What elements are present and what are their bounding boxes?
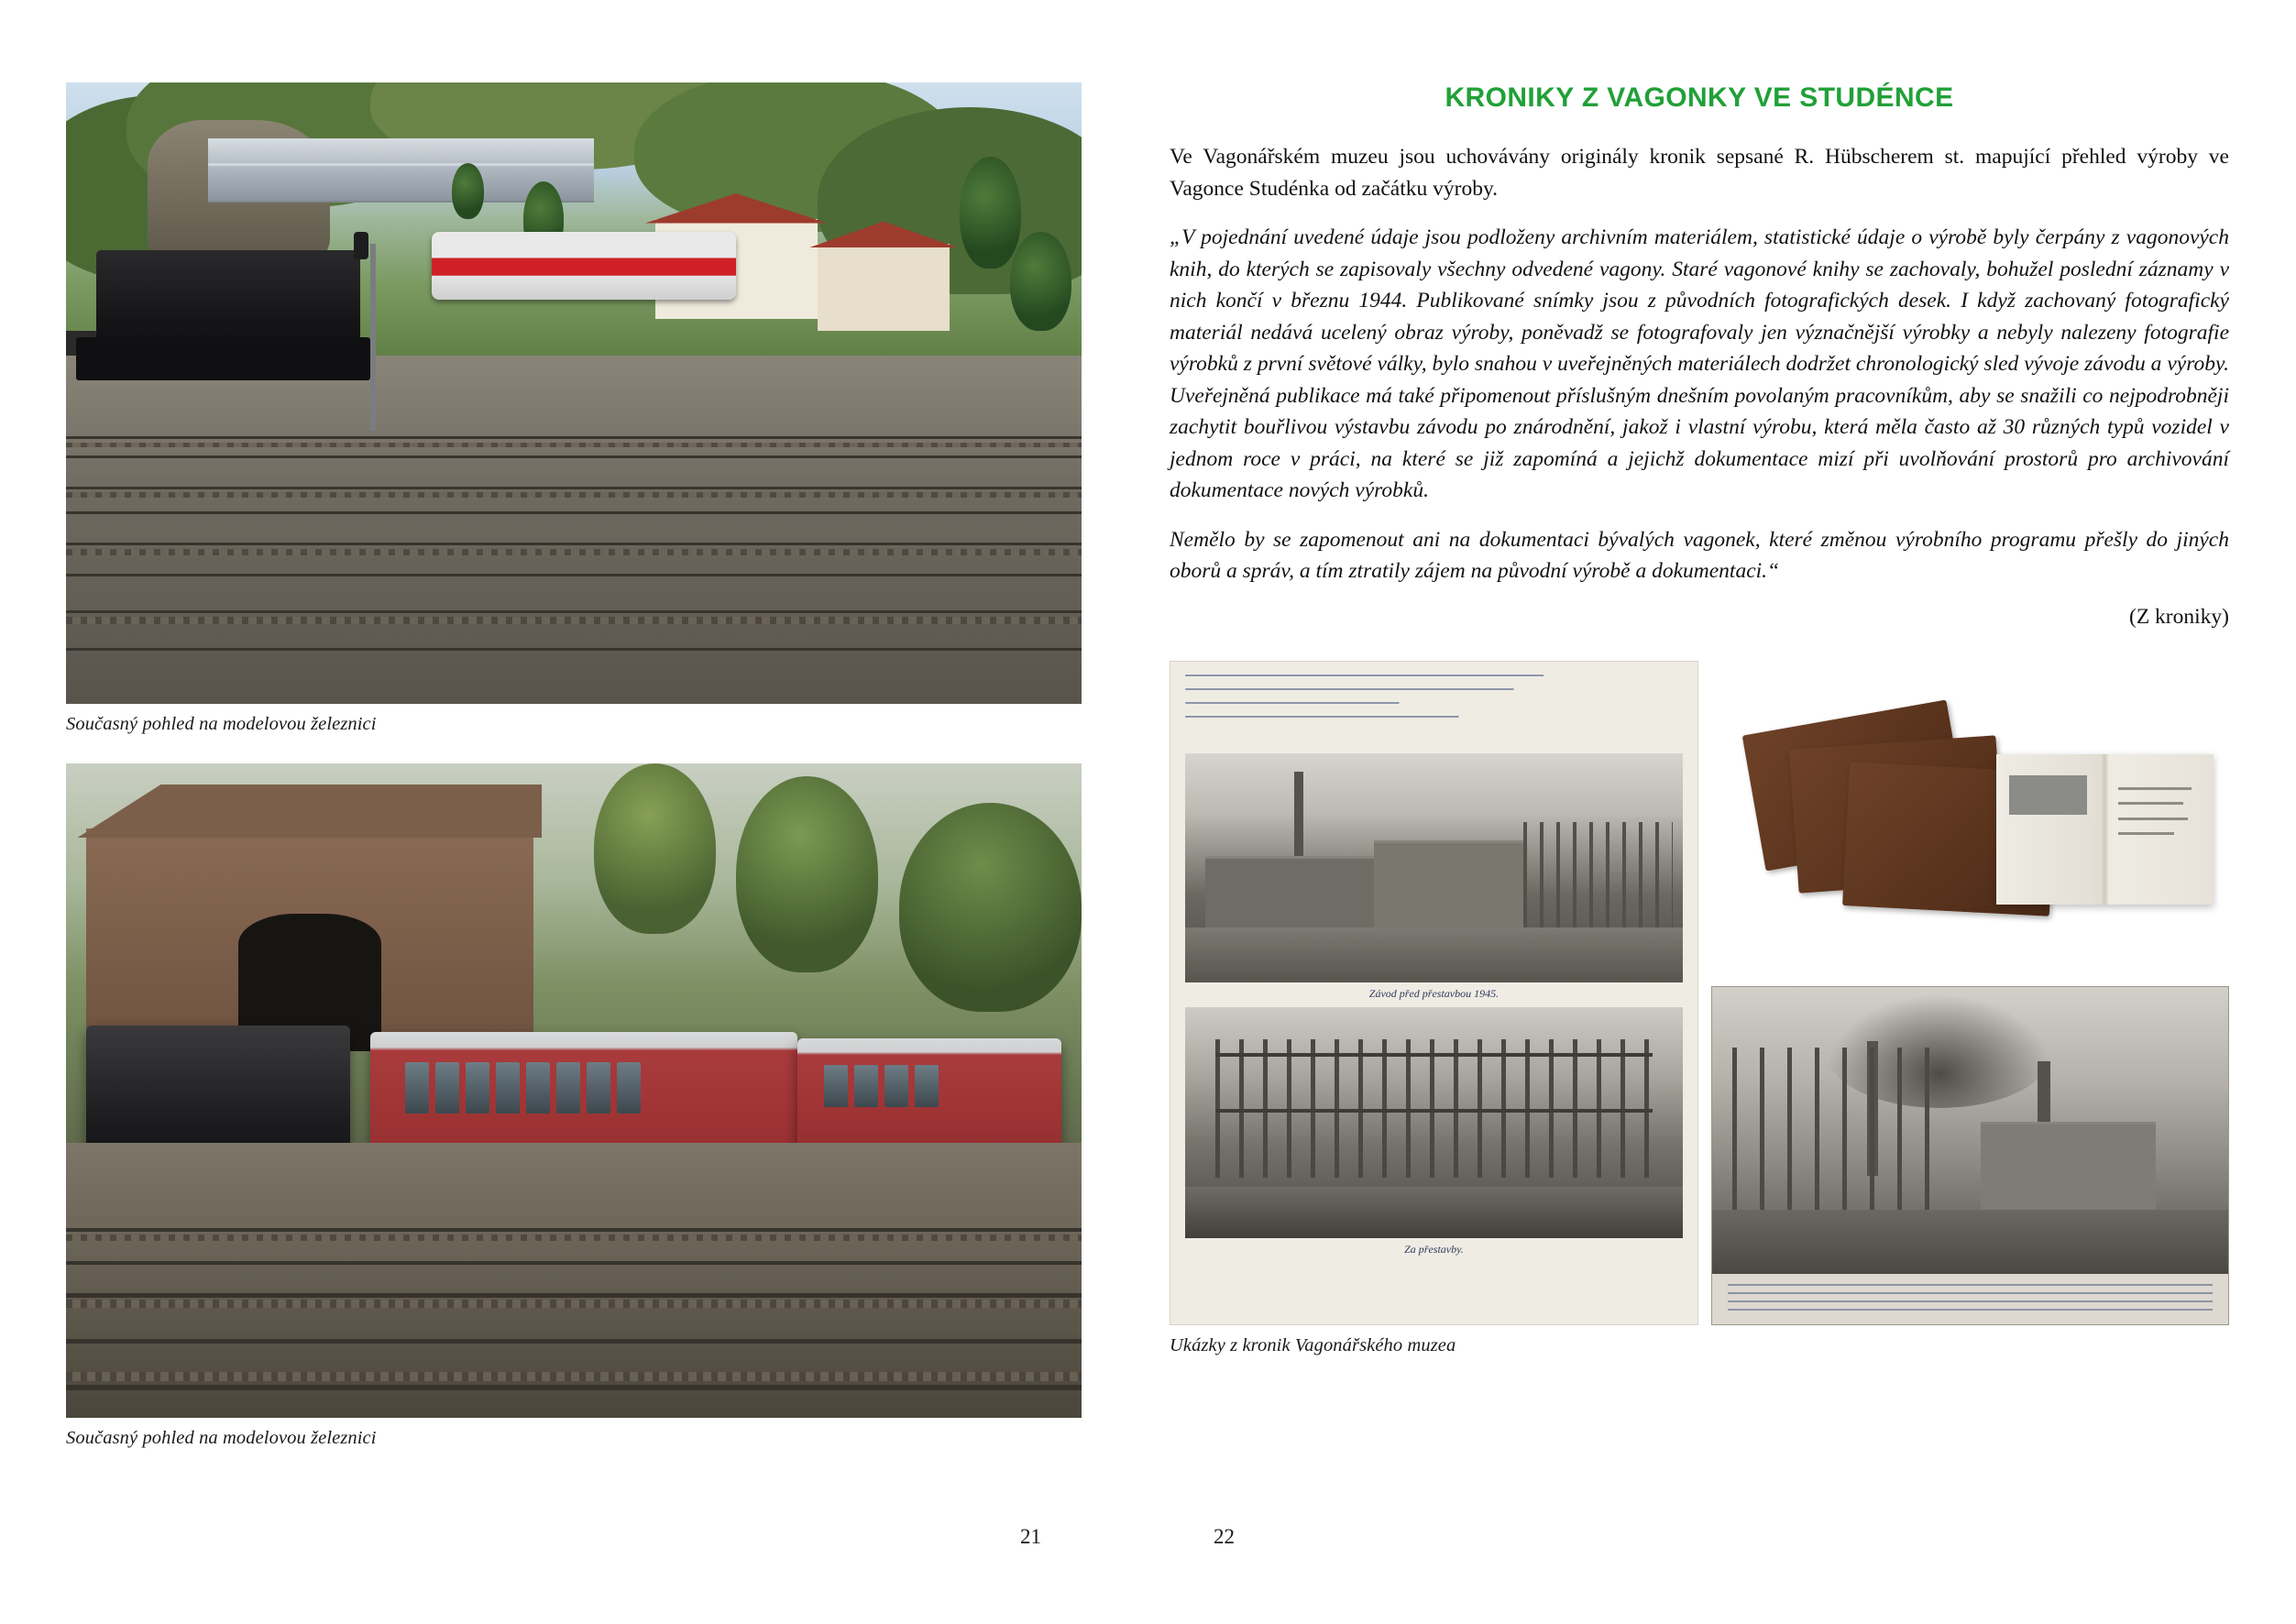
bw-photo-caption-2: Za přestavby.: [1404, 1242, 1464, 1256]
open-chronicle-book: [1996, 754, 2214, 905]
photo-model-railway-closeup: [66, 763, 1082, 1418]
photo-model-railway-overview: [66, 82, 1082, 704]
paragraph-quote-closing: Nemělo by se zapomenout ani na dokumentaci bývalých vagonek, které změnou výrobního programu přešly do jiných oborů a správ, a tím ztratily zájem na původní výrobě a dokumentaci.“: [1170, 527, 2229, 584]
chronicle-page: [1170, 661, 1698, 1325]
paragraph-quote-main: „V pojednání uvedené údaje jsou podloženy archivním materiálem, statistické údaje o výrobě byly čerpány z vagonových knih, do kterých se zapisovaly všechny odvedené vagony. Staré vagonové knihy se zachovaly, bohužel poslední záznamy v nich končí v březnu 1944. Publikované snímky jsou z původních fotografických desek. I když zachovaný fotografický materiál nedává ucelený obraz výroby, poněvadž se fotografovaly jen význačnější výrobky a nebyly nalezeny fotografie výrobků z první světové války, bylo snahou v uveřejněných materiálech dodržet chronologický sled vývoje závodu a výroby. Uveřejněná publikace má také připomenout příslušným dnešním povolaným pracovníkům, aby se snažili co nejpodrobněji zachytit bouřlivou výstavbu závodu po znárodnění, jakož i vlastní výrobu, která měla často až 30 různých typů vozidel v jednom roce v práci, na které se již zapomíná a jejichž dokumentace mizí při uvolňování prostorů pro archivování dokumentace nových výrobků.: [1170, 225, 2229, 503]
chronicle-handwriting: [1185, 675, 1683, 753]
article-title: KRONIKY Z VAGONKY VE STUDÉNCE: [1445, 82, 1954, 113]
page-number-right: 22: [1214, 1525, 1235, 1548]
model-red-railcar: [432, 232, 736, 301]
figure-model-railway-closeup: [66, 763, 1082, 1449]
page-right: [1148, 0, 2295, 1624]
quote-source: (Z kroniky): [2129, 604, 2229, 629]
bw-photo-factory-1945: [1185, 753, 1683, 982]
bw-photo-factory-1947: [1711, 986, 2229, 1325]
figure-caption: Současný pohled na modelovou železnici: [66, 1428, 377, 1448]
model-signal: [370, 244, 376, 430]
bw-photo-reconstruction: [1185, 1007, 1683, 1238]
model-station-building: [818, 244, 950, 331]
figure-model-railway-overview: [66, 82, 1082, 735]
figure-caption: Ukázky z kronik Vagonářského muzea: [1170, 1334, 1456, 1355]
bw-photo-caption-1: Závod před přestavbou 1945.: [1368, 986, 1500, 1000]
paragraph-intro: Ve Vagonářském muzeu jsou uchovávány originály kronik sepsané R. Hübscherem st. mapující přehled výroby ve Vagonce Studénka od začátku výroby.: [1170, 145, 2229, 201]
model-engine-shed: [86, 828, 533, 1051]
figure-chronicle-samples: [1170, 661, 2229, 1356]
photo-chronicle-albums: [1711, 661, 2229, 973]
figure-caption: Současný pohled na modelovou železnici: [66, 714, 377, 734]
page-number-left: 21: [1020, 1525, 1041, 1548]
